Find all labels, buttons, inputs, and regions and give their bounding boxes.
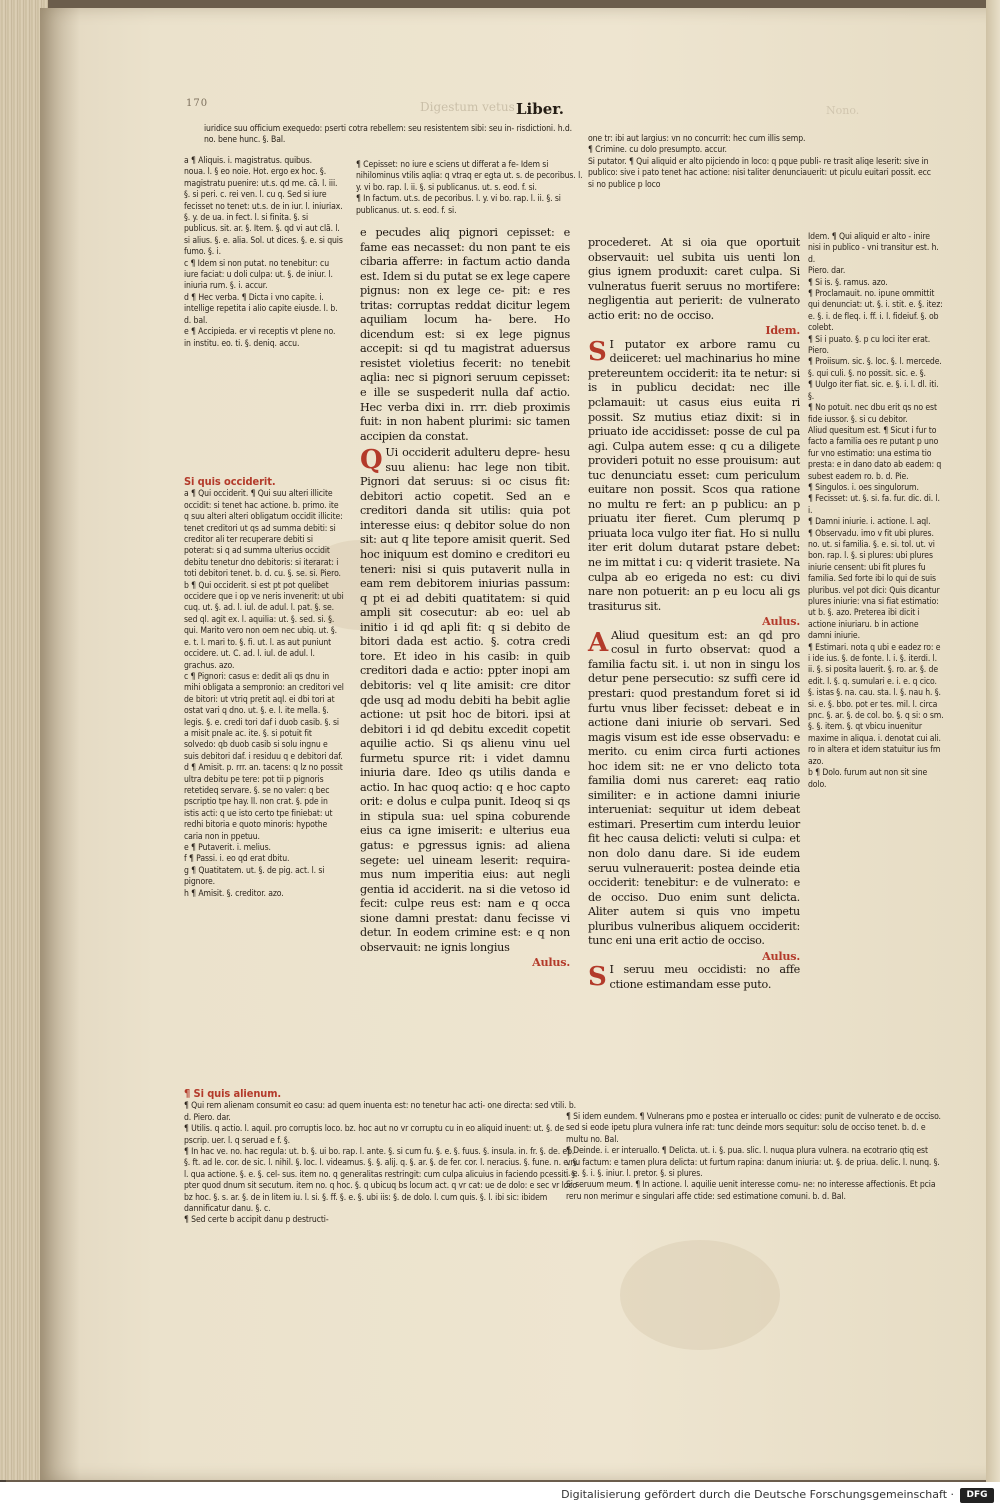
bottom-gloss-right [566,1112,942,1302]
gloss-paragraph: ¶ Deinde. i. er interuallo. ¶ Delicta. ut. i. §. pua. slic. l. nuqua plura vulnera. na ecotrario qtiq est vnu factum: e tamen plura delicta: ut furtum rapina: danum iniuria: ut. §. de priua. delic. l. nunq. §. i. e. §. i. §. iniur. l. pretor. §. si plures. [566,1146,940,1180]
gloss-paragraph: ¶ In hac ve. no. hac regula: ut. b. §. ui bo. rap. l. ante. §. si cum fu. §. e. §. fuus. §. insula. in. fr. §. de. ep. §. ft. ad le. cor. de sic. l. nihil. §. loc. l. videamus. §. §. alij. q. §. ar. §. de fer. cor. l. neracius. §. fune. n. e. §. l. qua actione. §. e. §. cel- sus. item no. q generalitas restringit: cum culpa alicuius in faciendo pcessit. §. pter quod dnum sit secutum. item no. q hoc. §. q ubicuq bs locum act. q vr cat: ue de dolo: e sec vr loco bz hoc. §. s. ar. §. de in litem iu. l. si. §. ff. §. e. §. ubi iis: §. de dolo. l. cum quis. §. l. ibi sic: ibidem dannificatur danu. §. c. [184,1147,579,1215]
gloss-paragraph: ¶ Estimari. nota q ubi e eadez ro: e i ide ius. §. de fonte. l. i. §. iterdi. l. ii. §. si posita lauerit. §. ro. ar. §. de edit. l. §. q. sumulari e. i. e. q cico. §. istas §. na. cau. sta. l. §. nau h. §. si. e. §. bbo. pot er tes. mil. l. circa pnc. §. ar. §. de col. bo. §. q si: o sm. §. §. item. §. qt vbicu inuenitur maxime in aliqua. i. denotat cui ali. ro in altera et idem statuitur ius fm azo. [808,642,944,767]
gloss-paragraph: ¶ In factum. ut.s. de pecoribus. l. y. vi bo. rap. l. ii. §. si publicanus. ut. s. eod. f. si. [356,194,561,216]
gloss-paragraph: ¶ Sed certe b accipit danu p destructi- [184,1215,329,1226]
gloss-paragraph: Piero. dar. [808,266,846,277]
main-paragraph: procederet. At si oia que oportuit observauit: uel subita uis uenti lon gius ignem produxit: caret culpa. Si vulneratus fuerit seruus no mortifere: negligentia aut perierit: de vulnerato actio erit: no de occiso. [588,236,800,322]
left-gloss-column-upper [184,156,344,476]
gloss-paragraph: d ¶ Hec verba. ¶ Dicta i vno capite. i. intellige repetita i alio capite eiusde. l. b. d. bal. [184,292,338,326]
gloss-paragraph: ¶ No potuit. nec dbu erit qs no est fide iussor. §. si cu debitor. [808,403,937,425]
gloss-paragraph: h ¶ Amisit. §. creditor. azo. [184,888,284,899]
running-head-showthrough: Digestum vetus [420,100,515,114]
gloss-rubric: ¶ Si quis alienum. [184,1087,282,1100]
gloss-paragraph: e ¶ Putaverit. i. melius. [184,843,271,853]
initial-s: S [588,336,607,367]
gloss-paragraph: ¶ Fecisset: ut. §. si. fa. fur. dic. di. l. i. [808,494,940,516]
gloss-paragraph: f ¶ Passi. i. eo qd erat dbitu. [184,854,290,865]
main-paragraph: I putator ex arbore ramu cu deiiceret: uel machinarius ho mine pretereuntem occiderit: ita te netur: si is in publicu decidat: nec ille pclamauit: ut casus eius euita ri possit. Sz mutius etiaz dixit: si in priuato ide accidisset: posse de cul pa agi. Culpa autem esse: q cu a diligete provideri potuit no esse prouisum: aut tuc denunciatu esset: cum periculum euitare non possit. Scos qua ratione no multu re fert: an p publicu: an p priuatu iter fieret. Cum plerumq p priuata loca vulgo iter fiat. Ho si nullu iter erit dolum dutarat pstare debet: ne im mittat i cu: q viderit trasiete. Na culpa ab eo erigeda no est: cu divi nare non potuerit: an p eu locu ali gs trasiturus sit. [588,337,800,613]
author-rubric: Aulus. [532,955,570,970]
footer-bar [0,1482,1000,1508]
gloss-paragraph: b ¶ Dolo. furum aut non sit sine dolo. [808,768,928,790]
initial-s2: S [588,962,607,993]
gloss-paragraph: a ¶ Aliquis. i. magistratus. quibus. [184,156,312,166]
dfg-logo: DFG [960,1488,994,1503]
gloss-paragraph: d ¶ Amisit. p. rrr. an. tacens: q lz no possit ultra debitu pe tere: pot tii p pignoris retetideq servare. §. se no valer: q bec pscriptio tpe hay. ll. non crat. §. pde in istis acti: q ue isto certo tpe finiebat: ut redhi bitoria e quoto minoris: hypothe caria non in ppetuu. [184,763,343,842]
gloss-paragraph: b ¶ Qui occiderit. si est pt pot quelibet occidere que i op ve neris invenerit: ut ubi cuq. ut. §. ad. l. iul. de adul. l. pat. §. se. sed ql. agit ex. l. aquilia: ut. §. sed. si. §. qui. Marito vero non oem nec ubiq. ut. §. e. t. l. mari to. §. fi. ut. l. as aut puniunt occidere. ut. C. ad. l. iul. de adul. l. grachus. azo. [184,580,344,671]
gloss-paragraph: iuridice suu officium exequedo: pserti cotra rebellem: seu resistentem sibi: seu in- risdictioni. h.d. no. bene hunc. §. Bal. [204,124,573,146]
main-text-column-right [588,236,800,1096]
author-rubric: Aulus. [762,614,800,629]
initial-a: A [588,627,608,658]
author-rubric: Idem. [765,323,800,338]
main-text-column-left [360,226,570,1092]
running-head: Liber. [516,100,565,118]
showthrough-text: Nono. [826,104,860,117]
gloss-top-line [204,124,580,160]
gloss-paragraph: ¶ Crimine. cu dolo presumpto. accur. [588,145,727,156]
gloss-paragraph: ¶ Utilis. q actio. l. aquil. pro corruptis loco. bz. hoc aut no vr corruptu cu in eo aliquid inuent: ut. §. de pscrip. uer. l. q seruad e f. §. [184,1124,565,1146]
gloss-rubric: Si quis occiderit. [184,475,276,488]
gloss-paragraph: ¶ Si is. §. ramus. azo. [808,277,888,288]
gloss-paragraph: Si seruum meum. ¶ In actione. l. aquilie uenit interesse comu- ne: no interesse affectionis. Et pcia reru non merimur e singulari affe ctide: sed estimatione comuni. b. d. Bal. [566,1180,936,1202]
left-gloss-column-lower [184,476,344,1088]
gloss-paragraph: a ¶ Qui occiderit. ¶ Qui suu alteri illicite occidit: si tenet hac actione. b. primo. ite q suu alteri alteri obligatum occidit illicite: tenet creditori ut qs ad summa debiti: si creditor ali ter recuperare debiti si poterat: si q ad summa ulterius occidit debitu tenetur dno debitoris: si iterarat: i toti debitori tenet. b. d. cu. §. se. si. Piero. [184,489,343,580]
funding-credit: Digitalisierung gefördert durch die Deutsche Forschungsgemeinschaft · [561,1488,954,1501]
right-gloss-column [808,232,944,1112]
bottom-gloss-left [184,1088,580,1300]
gloss-paragraph: Idem. ¶ Qui aliquid er alto - inire nisi in publico - vni transitur est. h. d. [808,232,939,265]
gloss-paragraph: ¶ Si idem eundem. ¶ Vulnerans pmo e postea er interuallo oc cides: punit de vulnerato e de occiso. sed si eode ipetu plura vulnera infe rat: tunc deinde mors sequitur: solu de occiso tenet. b. d. e multu no. Bal. [566,1112,941,1145]
main-paragraph: Aliud quesitum est: an qd pro cosul in furto observat: quod a familia factu sit. i. ut non in singu los detur pene persecutio: sz suffi cere id prestari: quod prestandum foret si id furtu vnus liber fecisset: debeat e in actione dani iniurie ob servari. Sed magis visum est ide esse observadu: e merito. cu enim circa furti actiones hoc idem sit: ne er vno delicto tota familia domi nus careret: eaq ratio similiter: e in actione damni iniurie interueniat: sequitur ut idem debeat estimari. Presertim cum interdu leuior fit hec causa delicti: veluti si culpa: et non dolo danu dare. Si ide eudem seruu vulnerauerit: postea deinde etia occiderit: tenebitur: e de vulnerato: e de occiso. Duo enim sunt delicta. Aliter autem si quis vno impetu pluribus vulneribus aliquem occiderit: tunc eni una erit actio de occiso. [588,628,800,948]
gloss-paragraph: ¶ Si i puato. §. p cu loci iter erat. Piero. [808,334,931,357]
gloss-paragraph: ¶ Proiisum. sic. §. loc. §. l. mercede. §. qui culi. §. no possit. sic. e. §. [808,357,942,379]
gloss-paragraph: e ¶ Accipieda. er vi receptis vt plene no. in institu. eo. ti. §. deniq. accu. [184,327,336,349]
spine-shadow [40,8,80,1480]
gloss-paragraph: ¶ Damni iniurie. i. actione. l. aql. [808,517,931,528]
right-gloss-top [588,134,938,242]
main-paragraph: e pecudes aliq pignori cepisset: e fame eas necasset: du non pant te eis cibaria afferre: in factum actio danda est. Idem si du putat se ex lege capere pignus: non ex lege ce- pit: e res tritas: corruptas reddat dicitur legem aquiliam locum ha- bere. Ho dicendum est: si ex lege pignus accepit: si qd tu magistrat aduersus resistet violetius fecerit: no tenebit aqlia: nec si pignori seruum cepisset: e ille se suspederit nulla daf actio. Hec verba dixi in. rrr. dieb proximis fuit: in non habent plurimi: sic tamen accipien da constat. [360,226,570,443]
main-paragraph: I seruu meu occidisti: no affe ctione estimandam esse puto. [609,963,800,991]
author-rubric: Aulus. [762,948,800,963]
gloss-paragraph: noua. l. § eo noie. Hot. ergo ex hoc. §. magistratu puenire: ut.s. qd me. cã. l. iii. §. si peri. c. rei ven. l. cu q. Sed si iure fecisset no tenet: ut.s. de in iur. l. iniuriax. §. y. de ua. in fect. l. si finita. §. si publicus. sit. ar. §. Item. §. qd vi aut clã. l. si alius. §. e. alia. Sol. ut dices. §. e. si quis fumo. §. i. [184,167,343,258]
initial-q: Q [360,445,383,476]
gloss-paragraph: ¶ Singulos. i. oes singulorum. [808,482,919,493]
gloss-paragraph: c ¶ Pignori: casus e: dedit ali qs dnu in mihi obligata a sempronio: an creditori vel de bitori: ut vtriq pretit aql. ei dbi tori at ostat vari q dno. ut. §. e. l. ite mella. §. legis. §. e. credi tori daf i duob casib. §. si a misit pnale ac. ite. §. si potuit fit solvedo: qb duob casib si solu ingnu e suis debitori daf. i residuu q e debitori daf. [184,671,344,762]
gloss-paragraph: Si putator. ¶ Qui aliquid er alto pijciendo in loco: q pque publi- re trasit aliqe leserit: sive in publico: sive i pato tenet hac actione: nisi taliter denunciauerit: ut piculu euitari possit. ecc si no publice p loco [588,156,931,190]
center-gloss-top [356,160,586,216]
gloss-paragraph: ¶ Observadu. imo v fit ubi plures. no. ut. si familia. §. e. si. tol. ut. vi bon. rap. l. §. si plures: ubi plures iniurie censent: ubi fit plures fu familia. Sed forte ibi lo qui de suis pluribus. vel pot dici: Quis dicantur plures iniurie: vna si fiat estimatio: ut b. §. azo. Preterea ibi dicit i actione iniuriaru. b in actione damni iniurie. [808,528,940,642]
gloss-paragraph: g ¶ Quatitatem. ut. §. de pig. act. l. si pignore. [184,865,325,888]
gloss-paragraph: c ¶ Idem si non putat. no tenebitur: cu iure faciat: u doli culpa: ut. §. de iniur. l. iniuria rum. §. i. accur. [184,258,333,292]
gloss-paragraph: ¶ Proclamauit. no. ipune ommittit qui denunciat: ut. §. i. stit. e. §. itez: e. §. i. de fleq. i. ff. i. l. fideiuf. §. ob colebt. [808,289,943,334]
next-page-edge [986,0,1000,1490]
gloss-paragraph: ¶ Cepisset: no iure e sciens ut differat a fe- Idem si nihilominus vtilis aqlia: q vtraq er egta ut. s. de pecoribus. l. y. vi bo. rap. l. ii. §. si publicanus. ut. s. eod. f. si. [356,160,583,193]
gloss-paragraph: ¶ Uulgo iter fiat. sic. e. §. i. l. dl. iti. §. [808,380,939,402]
main-paragraph: Ui occiderit adulteru depre- hesu suu alienu: hac lege non tibit. Pignori dat seruus: si oc cisus fit: debitori actio copetit. Sed an e creditori danda sit utilis: quia pot interesse eius: q debitor solue do non sit: aut q lite tepore amisit querit. Sed hoc iniquum est domino e creditori eu teneri: nisi si quis putaverit nulla in eam rem debitorem iniurias passum: q pt ei ad debiti quatitatem: si quid ampli sit cosecutur: ab eo: uel ab initio i id qd apli fit: q si debito de bitori dada est actio. §. cotra credi tore. Et ideo in his casib: in quib creditori dada e actio: ppter inopi am debitoris: vel q lite amisit: cre ditor qde usq ad modu debiti ha bebit aglie actione: ut psit hoc de bitori. ipsi at debitori i id qd debitu excedit copetit aquilie actio. Si qs alienu vinu uel furmetu spurce rit: i videt damnu iniuria dare. Ideo qs utilis danda e actio. In hac quoq actio: q e hoc capto orit: e dolus e culpa punit. Ideoq si qs in stipula sua: uel spina coburende eius ca igne imiserit: e ulterius eua gatus: e pgressus ignis: ad aliena segete: uel uineam leserit: requira- mus num imperitia eius: aut negli gentia id acciderit. na si die vetoso id fecit: culpe reus est: nam e q occa sione damni prestat: danu fecisse vi detur. In eodem crimine est: e q non observauit: ne ignis longius [360,446,570,954]
gloss-paragraph: ¶ Qui rem alienam consumit eo casu: ad quem inuenta est: no tenetur hac acti- one directa: sed vtili. b. d. Piero. dar. [184,1101,577,1123]
folio-number: 170 [186,98,209,109]
gloss-paragraph: one tr: ibi aut largius: vn no concurrit: hec cum illis semp. [588,134,806,144]
gloss-paragraph: Aliud quesitum est. ¶ Sicut i fur to facto a familia oes re putant p uno fur vno estimatio: una estima tio presta: e in dano dato ab eadem: q subest eadem ro. b. d. Pie. [808,425,942,482]
